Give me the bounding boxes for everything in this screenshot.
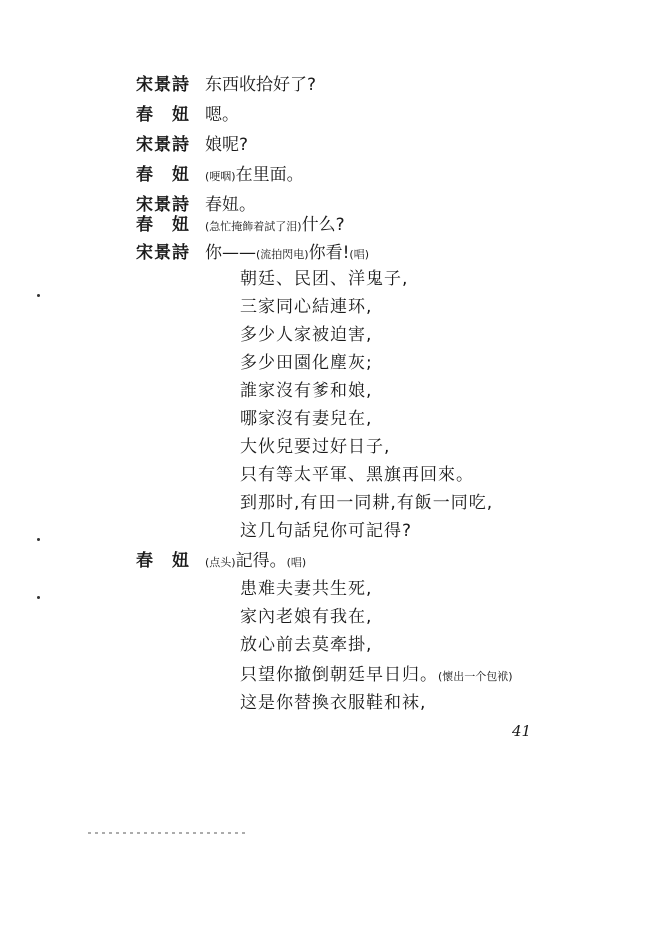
verse-text: 多少田園化塵灰; — [240, 353, 373, 373]
stage-direction: (唱) — [349, 248, 370, 261]
verse-text: 大伙兒要过好日子, — [240, 437, 391, 457]
verse-text: 只有等太平軍、黑旗再回來。 — [240, 465, 474, 485]
speech-text — [205, 70, 316, 100]
scan-speck — [37, 538, 40, 541]
scan-speck — [37, 596, 40, 599]
verse-text: 三家同心結連环, — [240, 297, 373, 317]
verse-text — [240, 630, 372, 660]
speech-content: 記得。 — [235, 551, 287, 571]
verse-text: 多少人家被迫害, — [240, 325, 373, 345]
speech-content: 嗯。 — [205, 105, 239, 125]
speech-content: 东西收拾好了? — [205, 75, 317, 95]
stage-direction: (哽咽) — [205, 170, 236, 183]
speech-text — [205, 130, 248, 160]
verse-content: 放心前去莫牽掛, — [240, 635, 373, 655]
verse-content: 这是你替換衣服鞋和袜, — [240, 693, 427, 713]
speech-content: 你看! — [308, 243, 350, 263]
stage-direction: (流拍閃电) — [256, 248, 309, 261]
stage-direction: (点头) — [205, 556, 236, 569]
stage-direction: (懷出一个包袱) — [438, 670, 513, 683]
scan-speck — [37, 294, 40, 297]
verse-text: 朝廷、民团、洋鬼子, — [240, 269, 409, 289]
speaker-name: 宋景詩 — [136, 243, 190, 263]
verse-text: 这几句話兒你可記得? — [240, 521, 413, 541]
stage-direction: (急忙掩飾着試了泪) — [205, 220, 302, 233]
speaker-name: 春 妞 — [136, 165, 190, 185]
speech-content: 娘呢? — [205, 135, 249, 155]
speech-content: 你—— — [205, 243, 256, 263]
speech-content: 春妞。 — [205, 195, 256, 215]
verse-text — [240, 688, 426, 718]
speaker-name: 宋景詩 — [136, 135, 190, 155]
verse-text — [240, 574, 372, 604]
speech-text — [205, 160, 304, 192]
verse-content: 只望你撤倒朝廷早日归。 — [240, 665, 438, 685]
speaker-name: 春 妞 — [136, 551, 190, 571]
verse-text: 哪家沒有妻兒在, — [240, 409, 373, 429]
speech-text — [205, 100, 239, 130]
speaker-name: 春 妞 — [136, 215, 190, 235]
speaker-name: 宋景詩 — [136, 195, 190, 215]
verse-text — [240, 602, 372, 632]
speech-content: 什么? — [301, 215, 345, 235]
speaker-name: 春 妞 — [136, 105, 190, 125]
page-number: 41 — [512, 722, 532, 740]
stage-direction: (唱) — [286, 556, 307, 569]
speaker-name: 宋景詩 — [136, 75, 190, 95]
verse-text: 到那时,有田一同耕,有飯一同吃, — [240, 493, 494, 513]
verse-content: 患难夫妻共生死, — [240, 579, 373, 599]
scan-noise — [88, 832, 248, 834]
verse-text: 誰家沒有爹和娘, — [240, 381, 373, 401]
speech-content: 在里面。 — [235, 165, 304, 185]
verse-content: 家內老娘有我在, — [240, 607, 373, 627]
